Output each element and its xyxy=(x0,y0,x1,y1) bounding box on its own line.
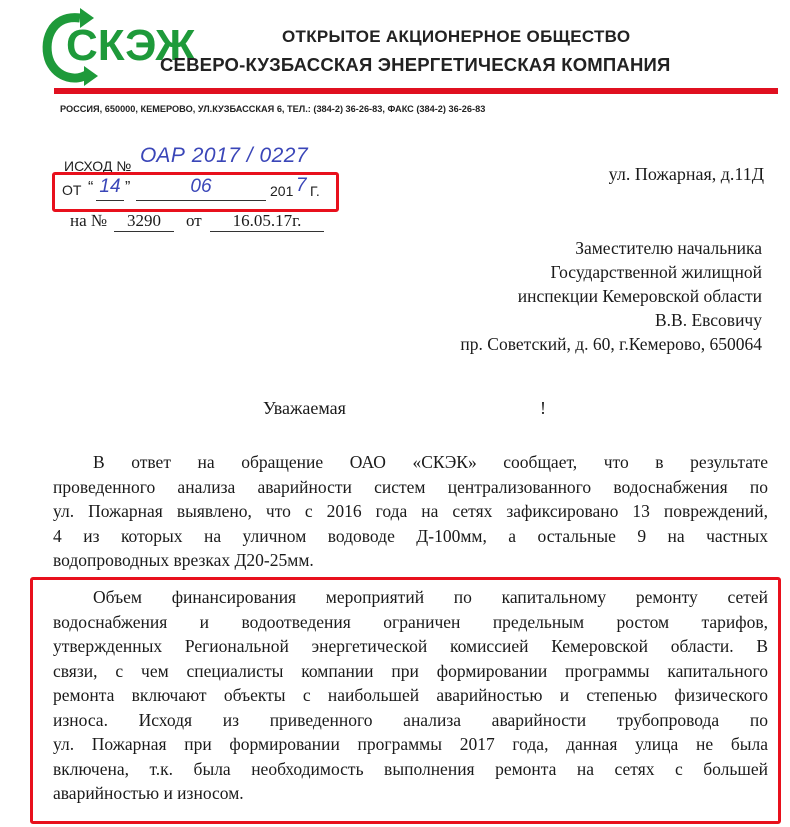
paragraph-2 xyxy=(53,585,768,806)
paragraph-1-line: водопроводных врезках Д20-25мм. xyxy=(53,550,314,570)
org-type: ОТКРЫТОЕ АКЦИОНЕРНОЕ ОБЩЕСТВО xyxy=(282,27,631,46)
date-month: 06 xyxy=(136,176,266,201)
subject-address: ул. Пожарная, д.11Д xyxy=(608,164,764,184)
paragraph-2-line: аварийностью и износом. xyxy=(53,783,244,803)
paragraph-2-line: связи, с чем специалисты компании при формировании программы капитального xyxy=(53,660,768,681)
paragraph-1-line: проведенного анализа аварийности систем централизованного водоснабжения по xyxy=(53,476,768,497)
paragraph-2-line: включена, т.к. была необходимость выполнения ремонта на сетях с большей xyxy=(53,758,768,779)
header-divider xyxy=(54,88,778,94)
paragraph-1-line: 4 из которых на уличном водоводе Д-100мм, а остальные 9 на частных xyxy=(53,525,768,546)
outgoing-label: ИСХОД № xyxy=(64,158,132,174)
date-quote-close: ” xyxy=(125,179,131,196)
paragraph-2-line: ул. Пожарная при формировании программы 2017 года, данная улица не была xyxy=(53,734,768,754)
date-quote-open: “ xyxy=(88,179,94,196)
greeting-mark: ! xyxy=(540,398,546,418)
outgoing-number: ОАР 2017 / 0227 xyxy=(140,144,332,175)
date-prefix: ОТ xyxy=(62,182,82,198)
recipient-name: В.В. Евсовичу xyxy=(654,310,762,330)
reference-label: на № xyxy=(70,211,108,230)
paragraph-2-line: износа. Исходя из приведенного анализа аварийности трубопровода по xyxy=(53,709,768,730)
org-name: СЕВЕРО-КУЗБАССКАЯ ЭНЕРГЕТИЧЕСКАЯ КОМПАНИЯ xyxy=(160,54,671,75)
company-address: РОССИЯ, 650000, КЕМЕРОВО, УЛ.КУЗБАССКАЯ 6, ТЕЛ.: (384-2) 36-26-83, ФАКС (384-2) 36-26-83 xyxy=(60,104,486,114)
reference-date: 16.05.17г. xyxy=(210,211,324,232)
paragraph-1-line: В ответ на обращение ОАО «СКЭК» сообщает, что в результате xyxy=(93,452,768,472)
date-day: 14 xyxy=(96,176,124,201)
paragraph-2-line: ремонта включают объекты с наибольшей аварийностью и степенью физического xyxy=(53,685,768,705)
recipient-address: пр. Советский, д. 60, г.Кемерово, 650064 xyxy=(460,334,762,354)
company-logo xyxy=(36,4,196,88)
paragraph-2-line: Объем финансирования мероприятий по капитальному ремонту сетей xyxy=(93,587,768,607)
reference-number: 3290 xyxy=(114,211,174,232)
date-year-digit: 7 xyxy=(296,175,307,196)
recipient-line-2: Государственной жилищной xyxy=(550,262,762,282)
reference-from: от xyxy=(186,211,202,230)
recipient-line-3: инспекции Кемеровской области xyxy=(517,286,762,306)
paragraph-2-line: утвержденных Региональной энергетической комиссией Кемеровской области. В xyxy=(53,636,768,656)
date-year-prefix: 201 xyxy=(270,183,294,199)
paragraph-2-line: водоснабжения и водоотведения ограничен предельным ростом тарифов, xyxy=(53,611,768,632)
date-year-suffix: Г. xyxy=(310,183,320,199)
recipient-line-1: Заместителю начальника xyxy=(575,238,762,258)
logo-letters: СКЭЖ xyxy=(66,21,196,70)
greeting-word: Уважаемая xyxy=(263,398,346,418)
paragraph-1 xyxy=(53,450,768,573)
paragraph-1-line: ул. Пожарная выявлено, что с 2016 года на сетях зафиксировано 13 повреждений, xyxy=(53,501,768,521)
